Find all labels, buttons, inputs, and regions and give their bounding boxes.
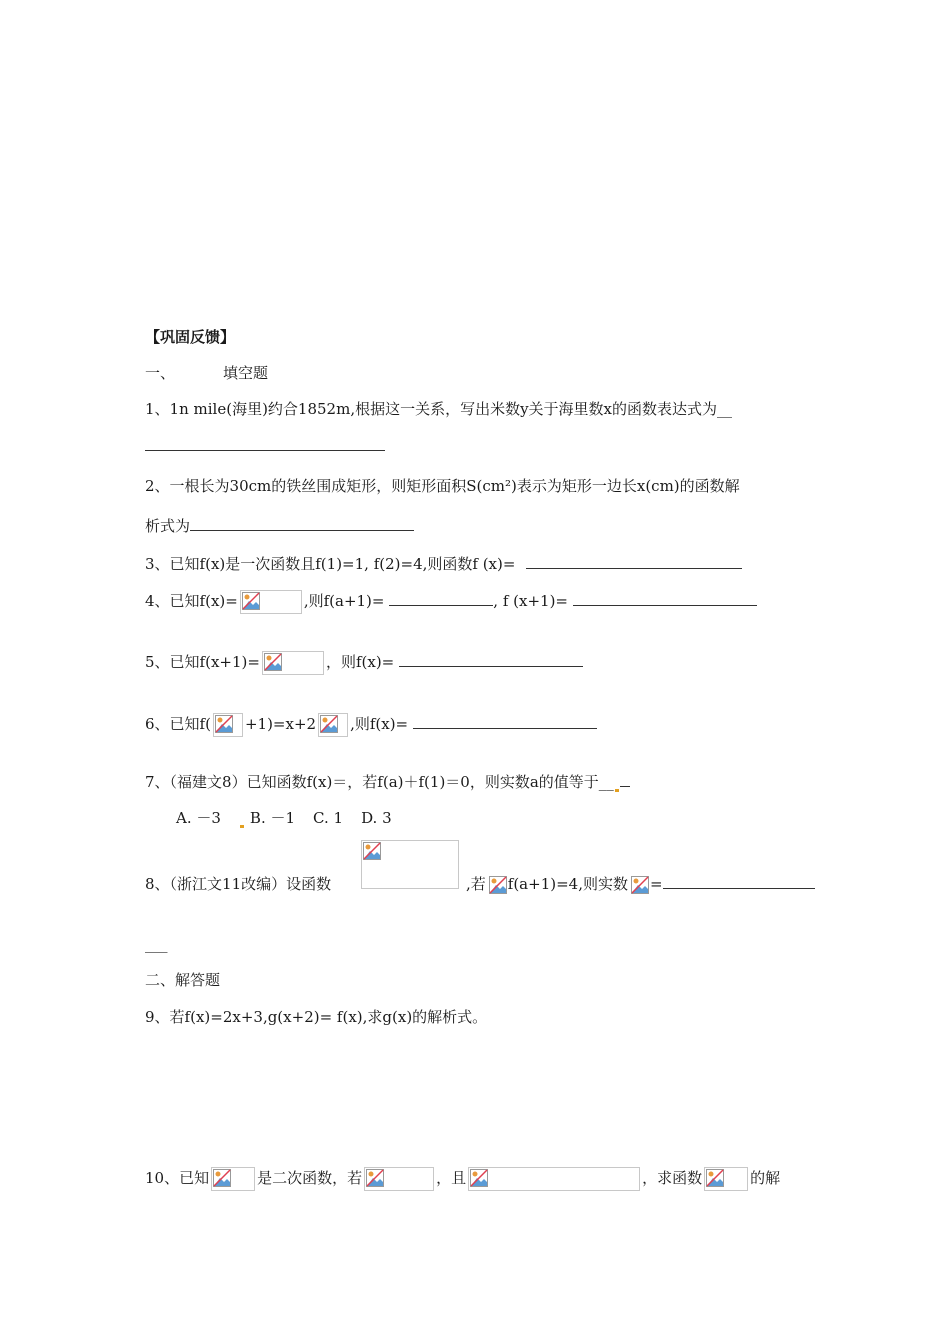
q8-cont: ___ [145,935,168,953]
q2-line1: 2、一根长为30cm的铁丝围成矩形，则矩形面积S(cm²)表示为矩形一边长x(cm)的函数解 [145,477,740,495]
q4-prefix: 4、已知f(x)= [145,592,238,610]
answer-blank [620,772,630,787]
q6-tail: ,则f(x)= [350,715,409,733]
formula-image-icon [240,590,302,614]
q6-prefix: 6、已知f( [145,715,211,733]
formula-image-icon [488,875,506,895]
answer-blank [413,714,597,729]
ink-mark [240,825,244,828]
q8-continuation [145,934,168,954]
option-c: C. 1 [313,809,344,827]
q4-sep: , [493,592,499,610]
question-4 [145,590,757,614]
q7-text: 7、（福建文8）已知函数f(x)＝，若f(a)＋f(1)＝0，则实数a的值等于__ [145,773,614,791]
question-8-right [466,874,815,895]
formula-image-icon [630,875,648,895]
answer-blank [663,874,815,889]
question-2 [145,476,740,496]
q10-p2: 是二次函数，若 [257,1169,363,1187]
q5-prefix: 5、已知f(x+1)= [145,653,260,671]
option-d: D. 3 [361,809,392,827]
q10-p3: ，且 [436,1169,467,1187]
formula-image-icon [704,1167,748,1191]
formula-image-icon [318,713,348,737]
question-6 [145,713,597,737]
option-b: B. －1 [249,809,296,827]
question-1 [145,399,732,419]
q10-prefix: 10、已知 [145,1169,210,1187]
q1-text: 1、1n mile(海里)约合1852m,根据这一关系，写出米数y关于海里数x的函数表达式为__ [145,400,733,418]
question-9 [145,1007,487,1027]
formula-image-icon [361,840,459,889]
q1-answer-line [145,436,385,456]
part2-title: 二、解答题 [145,971,221,989]
answer-blank [389,591,493,606]
q10-p5: 的解 [750,1169,781,1187]
q8-tail: = [649,875,663,893]
answer-blank [190,516,414,531]
answer-blank [145,436,385,451]
ink-mark [615,789,619,792]
q8-mid2: f(a+1)=4,则实数 [507,875,628,893]
part1-heading [145,363,268,383]
part1-number: 一、 [145,364,176,382]
q10-p4: ，求函数 [642,1169,703,1187]
part2-heading [145,970,220,990]
answer-blank [526,554,742,569]
q9-text: 9、若f(x)=2x+3,g(x+2)= f(x),求g(x)的解析式。 [145,1008,488,1026]
question-5 [145,651,583,675]
question-3 [145,554,742,574]
q6-mid: +1)=x+2 [244,715,317,733]
q4-mid: ,则f(a+1)= [303,592,385,610]
q3-text: 3、已知f(x)是一次函数且f(1)=1, f(2)=4,则函数f (x)= [145,555,516,573]
q8-mid: ,若 [466,875,486,893]
formula-image-icon [211,1167,255,1191]
question-10 [145,1167,780,1191]
q7-options [176,808,410,828]
answer-blank [399,652,583,667]
formula-image-icon [213,713,243,737]
question-8 [145,874,331,894]
question-2-cont [145,516,414,536]
formula-image-icon [468,1167,640,1191]
formula-image-icon [364,1167,434,1191]
q8-prefix: 8、（浙江文11改编）设函数 [145,875,332,893]
formula-image-icon [262,651,324,675]
q5-mid: ，则f(x)= [325,653,395,671]
part1-title: 填空题 [223,364,269,382]
q8-formula-box [359,840,461,889]
section-title: 【巩固反馈】 [145,328,236,346]
question-7 [145,772,630,792]
option-a: A. －3 [176,809,221,827]
q2-line2: 析式为 [145,517,191,535]
q4-tail: f (x+1)= [502,592,568,610]
answer-blank [573,591,757,606]
